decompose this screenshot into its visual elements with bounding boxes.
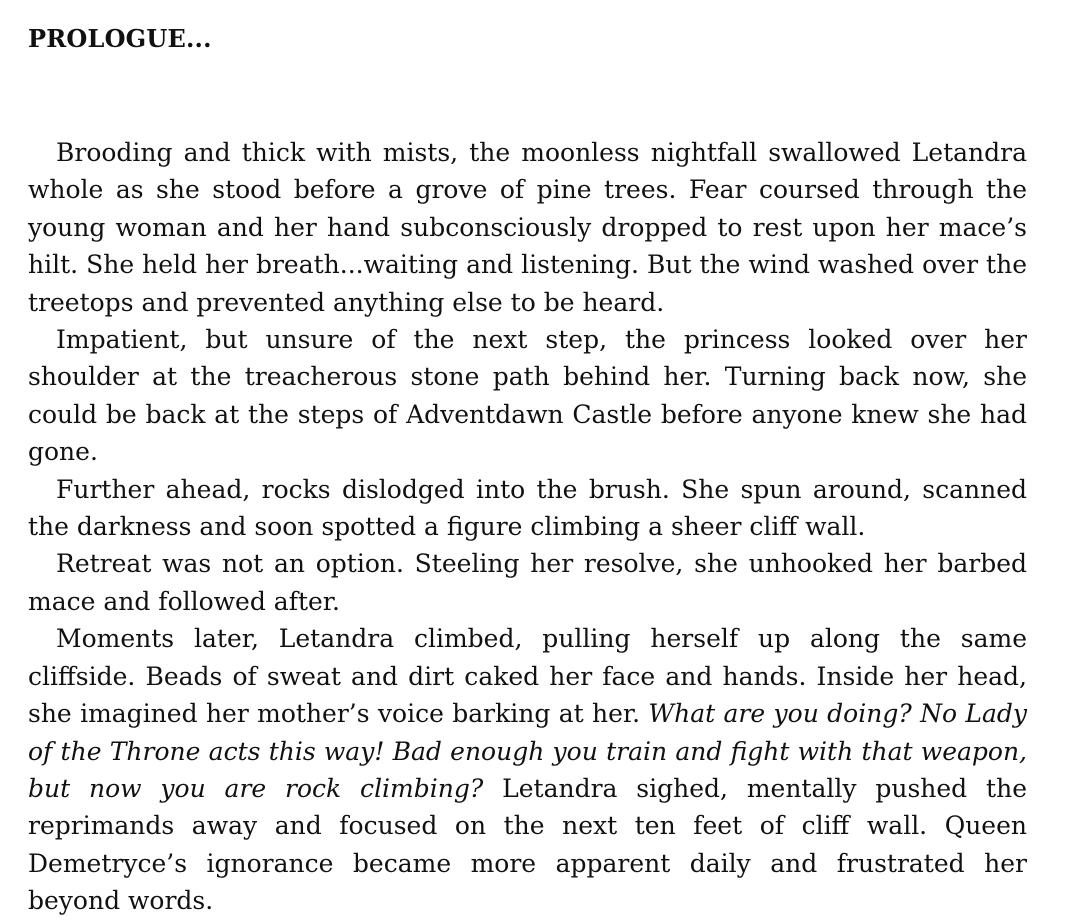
paragraph-text: Moments later, Letandra climbed, pulling herself up along the same cliffside. Beads of sweat and dirt caked her face and hands. Inside her head, she imagined her mother’s voice barking at her.	[28, 624, 1027, 729]
prologue-body	[28, 134, 1027, 920]
paragraph: Impatient, but unsure of the next step, the princess looked over her shoulder at the treacherous stone path behind her. Turning back now, she could be back at the steps of Adventdawn Castle before anyone knew she had gone.	[28, 325, 1027, 467]
paragraph-text: Letandra sighed, mentally pushed the reprimands away and focused on the next ten feet of cliff wall. Queen Demetryce’s ignorance became more apparent daily and frustrated her beyond words.	[28, 773, 1027, 916]
italic-thought: What are you doing? No Lady of the Throne acts this way! Bad enough you train and fight with that weapon, but now you are rock climbing?	[28, 699, 1027, 803]
paragraph: Further ahead, rocks dislodged into the brush. She spun around, scanned the darkness and soon spotted a figure climbing a sheer cliff wall.	[28, 474, 1027, 542]
paragraph	[28, 620, 1027, 919]
paragraph: Retreat was not an option. Steeling her resolve, she unhooked her barbed mace and followed after.	[28, 549, 1027, 616]
chapter-heading: PROLOGUE...	[28, 24, 212, 53]
paragraph: Brooding and thick with mists, the moonless nightfall swallowed Letandra whole as she stood before a grove of pine trees. Fear coursed through the young woman and her hand subconsciously dropped to rest upon her mace’s hilt. She held her breath...waiting and listening. But the wind washed over the treetops and prevented anything else to be heard.	[28, 138, 1027, 317]
